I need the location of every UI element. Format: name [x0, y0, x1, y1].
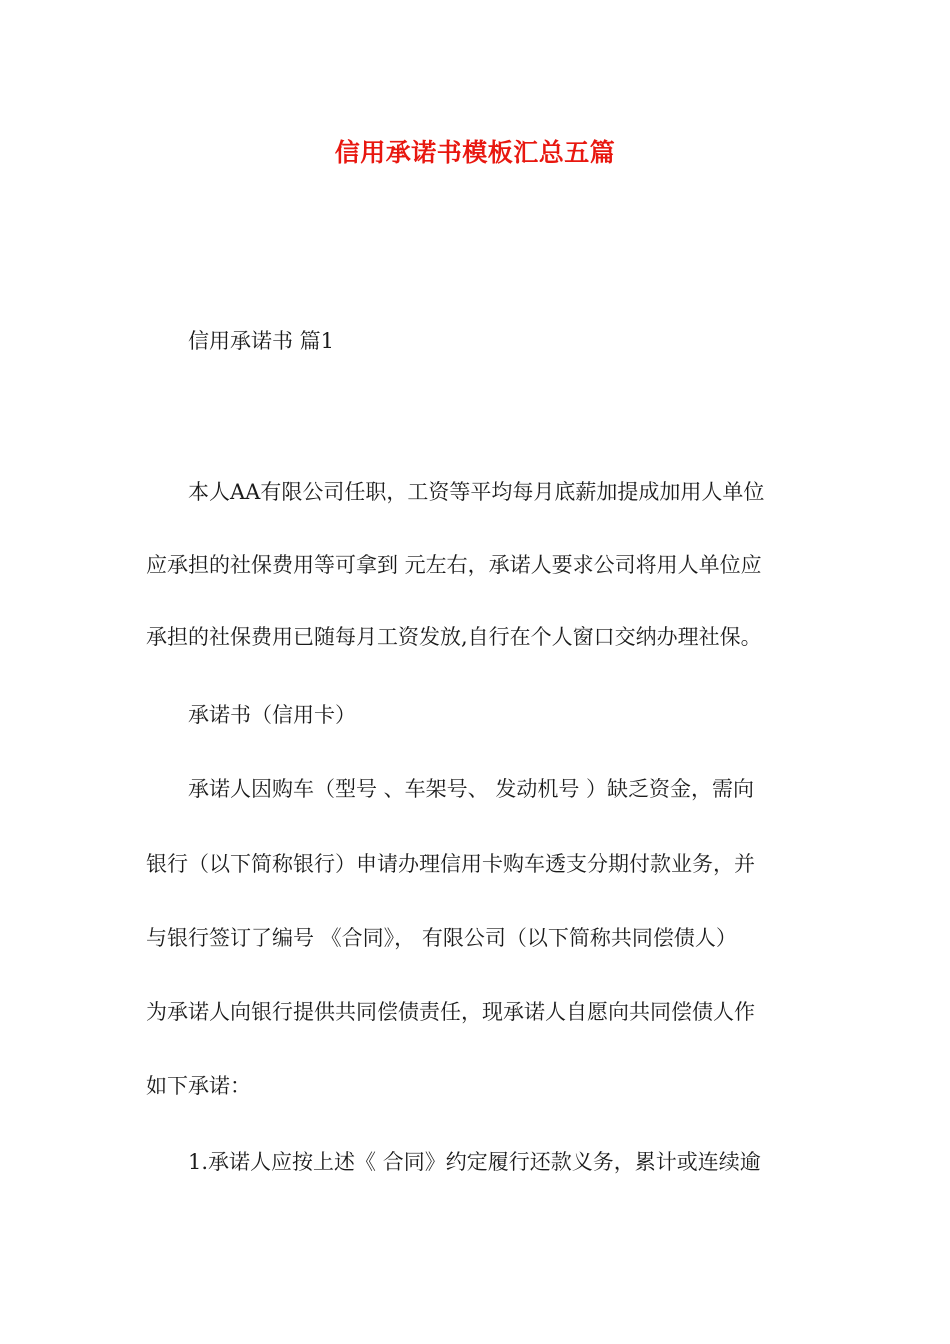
paragraph-line: 银行（以下简称银行）申请办理信用卡购车透支分期付款业务，并 [146, 852, 755, 876]
paragraph-line: 为承诺人向银行提供共同偿债责任，现承诺人自愿向共同偿债人作 [146, 1000, 755, 1024]
paragraph-line: 如下承诺： [146, 1074, 251, 1098]
paragraph-line: 承担的社保费用已随每月工资发放,自行在个人窗口交纳办理社保。 [146, 625, 762, 649]
paragraph-line: 本人AA有限公司任职，工资等平均每月底薪加提成加用人单位 [188, 480, 765, 504]
paragraph-line: 与银行签订了编号 《合同》， 有限公司（以下简称共同偿债人） [146, 926, 737, 950]
paragraph-line: 1.承诺人应按上述《 合同》约定履行还款义务，累计或连续逾 [188, 1150, 761, 1174]
section-heading-1: 信用承诺书 篇1 [188, 329, 335, 353]
paragraph-line: 承诺人因购车（型号 、车架号、 发动机号 ）缺乏资金，需向 [188, 777, 755, 801]
document-title: 信用承诺书模板汇总五篇 [334, 138, 616, 167]
paragraph-line: 应承担的社保费用等可拿到 元左右，承诺人要求公司将用人单位应 [146, 553, 762, 577]
section-heading-2: 承诺书（信用卡） [188, 703, 356, 727]
